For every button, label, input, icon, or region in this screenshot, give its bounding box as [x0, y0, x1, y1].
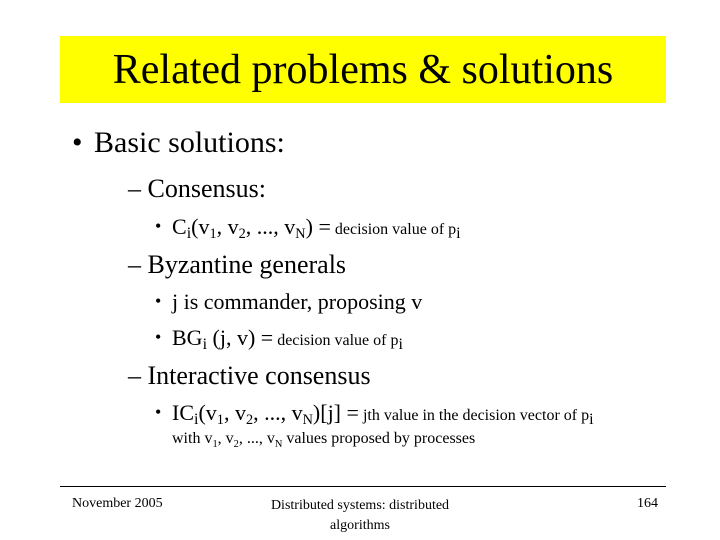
interactive-consensus-heading: – Interactive consensus [128, 361, 371, 390]
byzantine-item-commander: • j is commander, proposing v [155, 289, 423, 314]
bullet-dot: • [155, 327, 162, 347]
interactive-consensus-item: • $IC_i(v_1$, $v_2$, ..., $v_N)[j]$ = jth value in the decision vector of $p_i$ [155, 400, 594, 428]
consensus-item: • $C_i(v_1$, $v_2$, ..., $v_N$) = decision value of $p_i$ [155, 214, 461, 242]
consensus-heading: – Consensus: [128, 174, 266, 203]
footer-divider [60, 486, 666, 487]
bullet-text: Basic solutions: [94, 126, 285, 159]
byzantine-item-decision: • $BG_i$ (j, v) = decision value of $p_i$ [155, 325, 403, 353]
bullet-basic-solutions [72, 126, 285, 160]
bullet-dot: • [72, 126, 83, 159]
footer-date: November 2005 [72, 496, 163, 511]
interactive-consensus-continuation: with $v_1$, $v_2$, ..., $v_N$ values proposed by processes [172, 430, 476, 450]
slide-title: Related problems & solutions [112, 46, 614, 93]
bullet-dot: • [155, 216, 162, 236]
bullet-dot: • [155, 291, 162, 311]
byzantine-heading: – Byzantine generals [128, 250, 347, 279]
slide-title-box [60, 36, 666, 103]
footer-page-number: 164 [637, 496, 658, 511]
footer-course: Distributed systems: distributed algorithms [270, 498, 450, 533]
bullet-dot: • [155, 402, 162, 422]
